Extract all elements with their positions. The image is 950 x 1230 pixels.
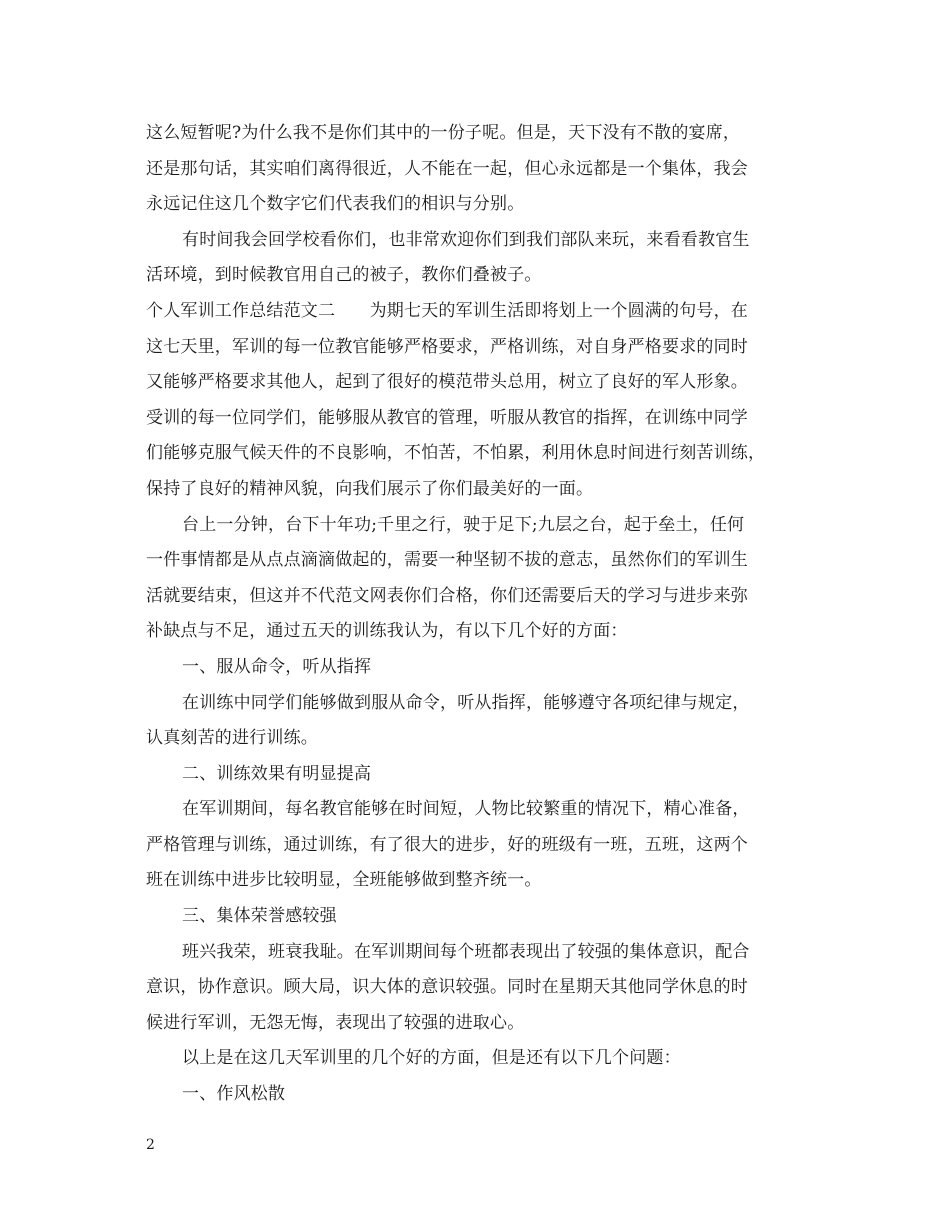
text-line: 还是那句话，其实咱们离得很近，人不能在一起，但心永远都是一个集体，我会 bbox=[146, 158, 748, 179]
page-number: 2 bbox=[146, 1137, 155, 1153]
text-line: 候进行军训，无怨无悔，表现出了较强的进取心。 bbox=[146, 1012, 525, 1033]
text-line: 又能够严格要求其他人，起到了很好的模范带头总用，树立了良好的军人形象。 bbox=[146, 372, 748, 393]
text-line: 班兴我荣，班衰我耻。在军训期间每个班都表现出了较强的集体意识，配合 bbox=[182, 941, 750, 962]
text-line: 保持了良好的精神风貌，向我们展示了你们最美好的一面。 bbox=[146, 478, 594, 499]
text-line: 永远记住这几个数字它们代表我们的相识与分别。 bbox=[146, 194, 525, 215]
text-line: 意识，协作意识。顾大局，识大体的意识较强。同时在星期天其他同学休息的时 bbox=[146, 977, 748, 998]
text-line: 以上是在这几天军训里的几个好的方面，但是还有以下几个问题： bbox=[182, 1048, 681, 1069]
text-line: 严格管理与训练，通过训练，有了很大的进步，好的班级有一班，五班，这两个 bbox=[146, 834, 748, 855]
text-line: 班在训练中进步比较明显，全班能够做到整齐统一。 bbox=[146, 870, 542, 891]
text-line: 有时间我会回学校看你们，也非常欢迎你们到我们部队来玩，来看看教官生 bbox=[182, 229, 750, 250]
text-line: 这七天里，军训的每一位教官能够严格要求，严格训练，对自身严格要求的同时 bbox=[146, 336, 748, 357]
text-line: 在军训期间，每名教官能够在时间短，人物比较繁重的情况下，精心准备， bbox=[182, 799, 750, 820]
text-line: 一、作风松散 bbox=[182, 1084, 286, 1105]
text-line: 一件事情都是从点点滴滴做起的，需要一种坚韧不拔的意志，虽然你们的军训生 bbox=[146, 550, 748, 571]
text-line: 受训的每一位同学们，能够服从教官的管理，听服从教官的指挥，在训练中同学 bbox=[146, 407, 748, 428]
text-line: 台上一分钟，台下十年功;千里之行，驶于足下;九层之台，起于垒土，任何 bbox=[182, 514, 745, 535]
document-body bbox=[146, 116, 814, 1113]
text-line: 二、训练效果有明显提高 bbox=[182, 763, 372, 784]
text-line: 活就要结束，但这并不代范文网表你们合格，你们还需要后天的学习与进步来弥 bbox=[146, 585, 748, 606]
text-line: 三、集体荣誉感较强 bbox=[182, 906, 337, 927]
text-line: 们能够克服气候天件的不良影响，不怕苦，不怕累，利用休息时间进行刻苦训练， bbox=[146, 443, 766, 464]
text-line: 在训练中同学们能够做到服从命令，听从指挥，能够遵守各项纪律与规定， bbox=[182, 692, 750, 713]
text-line: 补缺点与不足，通过五天的训练我认为，有以下几个好的方面： bbox=[146, 621, 628, 642]
text-line: 活环境，到时候教官用自己的被子，教你们叠被子。 bbox=[146, 265, 542, 286]
text-line: 个人军训工作总结范文二 为期七天的军训生活即将划上一个圆满的句号，在 bbox=[146, 300, 748, 321]
text-line: 这么短暂呢?为什么我不是你们其中的一份子呢。但是，天下没有不散的宴席， bbox=[146, 123, 741, 143]
text-line: 认真刻苦的进行训练。 bbox=[146, 728, 318, 749]
text-line: 一、服从命令，听从指挥 bbox=[182, 656, 372, 677]
